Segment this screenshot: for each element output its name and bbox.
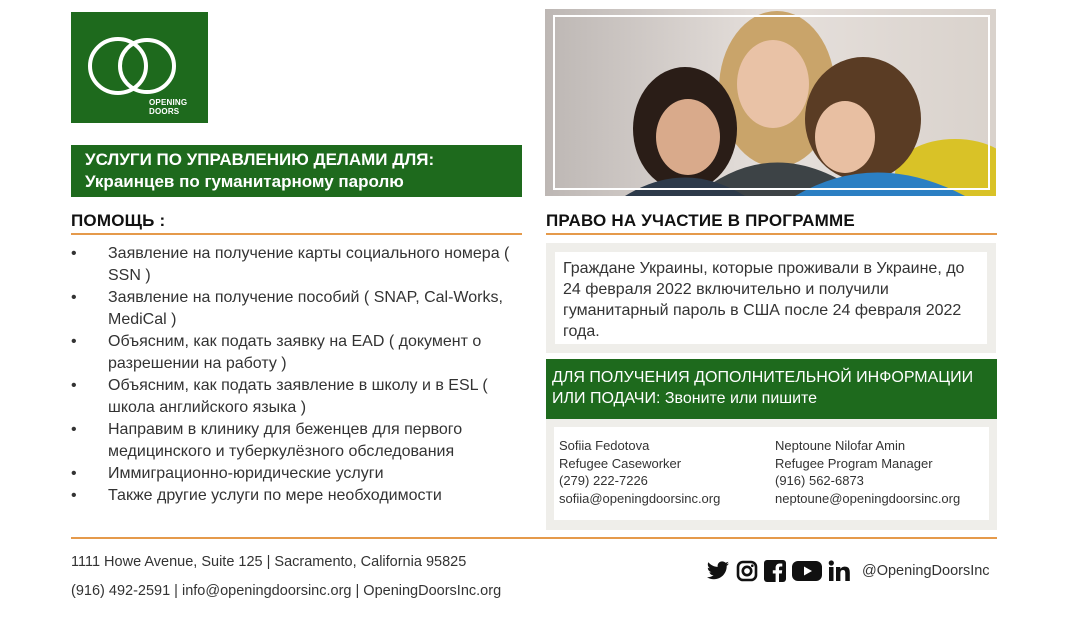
youtube-icon[interactable] [792,560,822,582]
linkedin-icon[interactable] [828,560,850,582]
title-banner [71,145,522,197]
contact-name: Neptoune Nilofar Amin [775,438,906,453]
eligibility-divider [546,233,997,235]
list-item: • Объясним, как подать заявление в школу и в ESL ( школа английского языка ) [71,375,526,419]
footer-divider [71,537,997,539]
contact-card-neptoune [775,437,960,507]
contact-name: Sofiia Fedotova [559,438,650,453]
list-item: • Заявление на получение пособий ( SNAP, Cal-Works, MediCal ) [71,287,526,331]
eligibility-heading: ПРАВО НА УЧАСТИЕ В ПРОГРАММЕ [546,211,855,230]
banner-title: УСЛУГИ ПО УПРАВЛЕНИЮ ДЕЛАМИ ДЛЯ: [85,150,435,169]
eligibility-box [546,243,996,353]
contact-title: Refugee Caseworker [559,455,682,471]
list-item: • Объясним, как подать заявку на EAD ( документ о разрешении на работу ) [71,331,526,375]
list-item: • Заявление на получение карты социального номера ( SSN ) [71,243,526,287]
opening-doors-logo [71,12,208,123]
list-item: • Направим в клинику для беженцев для первого медицинского и туберкулёзного обследования [71,419,526,463]
doors-rings-icon [85,32,185,104]
facebook-icon[interactable] [764,560,786,582]
social-links [706,558,990,584]
contacts-box [546,419,997,530]
contact-phone[interactable]: (916) 562-6873 [775,473,864,488]
twitter-icon[interactable] [706,561,730,581]
eligibility-text: Граждане Украины, которые проживали в Украине, до 24 февраля 2022 включительно и получили гуманитарный пароль в США после 24 февраля 2022 года. [555,252,987,344]
family-photo [545,9,996,196]
help-heading: ПОМОЩЬ : [71,211,166,230]
list-item: • Иммиграционно-юридические услуги [71,463,526,485]
list-item: • Также другие услуги по мере необходимости [71,485,526,507]
social-handle[interactable]: @OpeningDoorsInc [862,563,990,579]
footer-contact[interactable]: (916) 492-2591 | info@openingdoorsinc.org | OpeningDoorsInc.org [71,583,502,599]
logo-text: OPENING DOORS [149,98,188,116]
help-divider [71,233,522,235]
contact-email[interactable]: neptoune@openingdoorsinc.org [775,490,961,506]
contact-phone[interactable]: (279) 222-7226 [559,473,648,488]
contact-title: Refugee Program Manager [775,455,933,471]
contact-card-sofiia [559,437,720,507]
instagram-icon[interactable] [736,560,758,582]
footer-address: 1111 Howe Avenue, Suite 125 | Sacramento, California 95825 [71,554,467,570]
banner-subtitle: Украинцев по гуманитарному паролю [85,172,404,191]
info-banner: ДЛЯ ПОЛУЧЕНИЯ ДОПОЛНИТЕЛЬНОЙ ИНФОРМАЦИИ ИЛИ ПОДАЧИ: Звоните или пишите [546,359,997,419]
contact-email[interactable]: sofiia@openingdoorsinc.org [559,490,721,506]
help-list [71,243,526,507]
